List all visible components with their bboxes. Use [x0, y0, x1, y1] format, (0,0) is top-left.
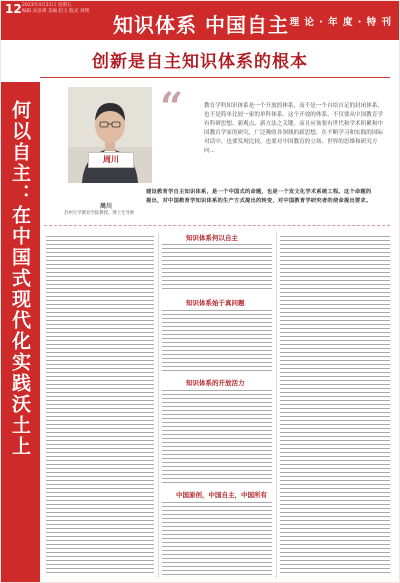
column-divider — [158, 233, 159, 578]
body-text-block — [162, 390, 272, 484]
subhead: 知识体系何以自主 — [186, 234, 238, 242]
subhead: 知识体系的开放活力 — [186, 379, 245, 387]
author-name: 周川 — [100, 203, 113, 210]
subhead: 中国原创，中国自主，中国所有 — [176, 491, 267, 499]
body-text-column — [46, 236, 154, 576]
dateline — [22, 3, 89, 15]
column-divider — [276, 233, 277, 578]
author-title: 苏州大学教育学院教授、博士生导师 — [64, 211, 135, 216]
author-photo — [68, 87, 152, 183]
author-portrait-drawing — [68, 87, 152, 183]
page-number: 12 — [5, 2, 22, 16]
vertical-title: 何以自主：在中国式现代化实践沃土上 — [9, 100, 31, 457]
abstract-divider — [44, 225, 390, 226]
subhead: 知识体系始于真问题 — [186, 299, 245, 307]
section-title: 知识体系 中国自主 — [113, 13, 289, 37]
headline-divider — [40, 77, 390, 78]
dateline-editors: 编辑 宋彦祺 美编 赵玉 版式 刘翔 — [22, 9, 90, 14]
article-headline: 创新是自主知识体系的根本 — [92, 52, 308, 72]
author-nameplate: 周川 — [88, 152, 134, 168]
body-text-block — [162, 244, 272, 292]
pull-quote: 教育学科知识体系是一个开放的体系，而不是一个自给自足的封闭体系，也不是简单比较一家的单科体系。这个开放的体系，不仅要从中国教育学有科研思想、新观点、新方法之关键，而且应该要有世代和学术积累和中国教育学家的研究，广泛吸收各领域的新思想，在不断学习和实践的国际对话中，也要发现比较，也要对中国教育的立场、世界的思维和研究方向... — [204, 103, 384, 154]
body-text-block — [162, 310, 272, 372]
body-text-column — [280, 236, 390, 576]
article-abstract: 建设教育学自主知识体系，是一个中国式的命题，也是一个发文化学术系统工程。这个命题的提出，对中国教育学知识体系的生产方式提出的转变，对中国教育学研究者的使命提出要求。 — [146, 189, 372, 204]
dateline-date: 2023年4月21日 星期五 — [22, 3, 72, 8]
section-tag: 理 论 · 年 度 · 特 刊 — [289, 17, 392, 28]
body-text-block — [162, 502, 272, 576]
quote-mark-icon: “ — [160, 84, 184, 131]
